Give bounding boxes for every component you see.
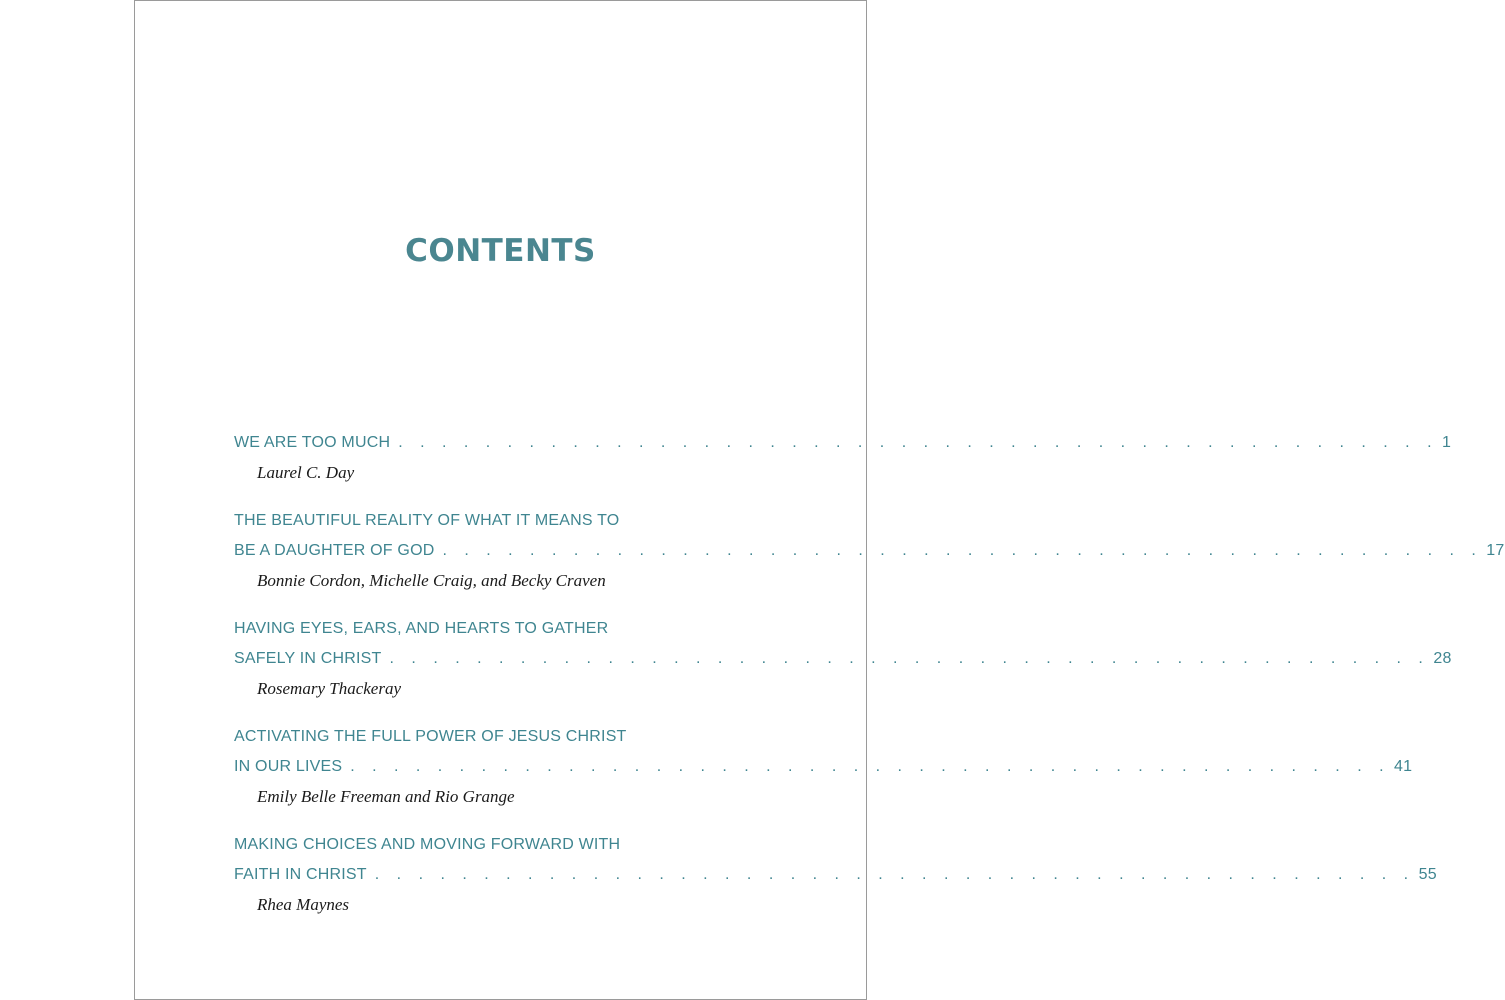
toc-entry-title-continued: FAITH IN CHRIST: [234, 866, 367, 883]
toc-entry-author: Bonnie Cordon, Michelle Craig, and Becky Craven: [257, 571, 606, 590]
toc-entry-title-line: [234, 428, 1452, 458]
toc-entry-author: Rhea Maynes: [257, 895, 350, 914]
toc-entry[interactable]: [234, 722, 1413, 812]
toc-entry-title: ACTIVATING THE FULL POWER OF JESUS CHRIST: [234, 728, 627, 745]
dot-leader: . . . . . . . . . . . . . . . . . . . . . . . . . . . . . . . . . . . . . . . . . . . . . . . .: [398, 434, 1439, 451]
table-of-contents: [234, 428, 1505, 938]
toc-entry-title-line: [234, 860, 1437, 890]
toc-entry-title: MAKING CHOICES AND MOVING FORWARD WITH: [234, 836, 621, 853]
toc-entry-title-continued: BE A DAUGHTER OF GOD: [234, 542, 435, 559]
toc-entry-page-number: 28: [1433, 650, 1452, 667]
toc-entry-author: Laurel C. Day: [257, 463, 355, 482]
dot-leader: . . . . . . . . . . . . . . . . . . . . . . . . . . . . . . . . . . . . . . . . . . . . . . . .: [350, 758, 1391, 775]
toc-entry-title: HAVING EYES, EARS, AND HEARTS TO GATHER: [234, 620, 609, 637]
toc-entry-author: Emily Belle Freeman and Rio Grange: [257, 787, 515, 806]
toc-entry-author: Rosemary Thackeray: [257, 679, 401, 698]
dot-leader: . . . . . . . . . . . . . . . . . . . . . . . . . . . . . . . . . . . . . . . . . . . . . . . .: [389, 650, 1430, 667]
toc-entry-title-continued: SAFELY IN CHRIST: [234, 650, 382, 667]
dot-leader: . . . . . . . . . . . . . . . . . . . . . . . . . . . . . . . . . . . . . . . . . . . . . . . .: [442, 542, 1483, 559]
toc-entry-page-number: 41: [1394, 758, 1413, 775]
dot-leader: . . . . . . . . . . . . . . . . . . . . . . . . . . . . . . . . . . . . . . . . . . . . . . . .: [374, 866, 1415, 883]
toc-entry-title: WE ARE TOO MUCH: [234, 434, 391, 451]
toc-entry-title-line: [234, 536, 1505, 566]
toc-entry[interactable]: [234, 506, 1505, 596]
toc-entry-title-line: [234, 644, 1452, 674]
toc-entry-page-number: 1: [1442, 434, 1452, 451]
page-title: CONTENTS: [405, 233, 596, 269]
toc-entry-title-continued: IN OUR LIVES: [234, 758, 343, 775]
toc-entry[interactable]: [234, 428, 1452, 488]
toc-entry-page-number: 17: [1486, 542, 1505, 559]
toc-entry-title-line: [234, 752, 1413, 782]
toc-entry[interactable]: [234, 614, 1452, 704]
toc-entry[interactable]: [234, 830, 1437, 920]
toc-entry-title: THE BEAUTIFUL REALITY OF WHAT IT MEANS TO: [234, 512, 620, 529]
toc-entry-page-number: 55: [1418, 866, 1437, 883]
book-page: [134, 0, 1505, 1000]
